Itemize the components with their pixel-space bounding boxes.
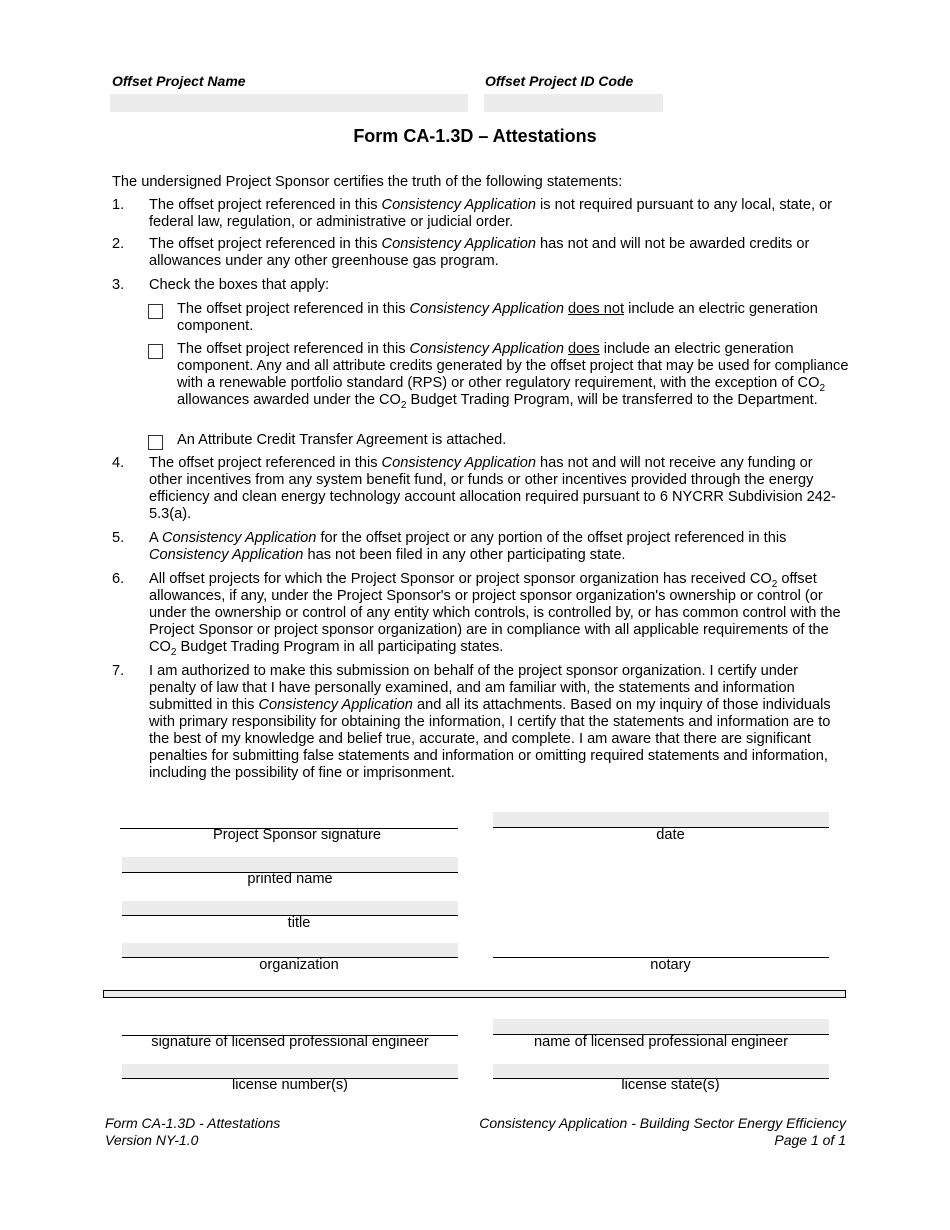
statement-1: The offset project referenced in this Consistency Application is not required pursuant to any local, state, or federal law, regulation, or administrative or judicial order.	[149, 197, 833, 230]
footer-application: Consistency Application - Building Sector Energy Efficiency	[479, 1115, 846, 1131]
license-number-field[interactable]	[122, 1064, 458, 1078]
footer-right	[479, 1115, 846, 1149]
item-number-4: 4.	[112, 455, 125, 471]
item-number-2: 2.	[112, 236, 125, 252]
license-state-field[interactable]	[493, 1064, 829, 1078]
item-number-5: 5.	[112, 530, 125, 546]
item-number-1: 1.	[112, 197, 125, 213]
organization-label: organization	[259, 957, 339, 973]
pe-name-field[interactable]	[493, 1019, 829, 1034]
pe-name-label: name of licensed professional engineer	[534, 1034, 788, 1050]
checkbox-transfer-agreement-label: An Attribute Credit Transfer Agreement is attached.	[177, 432, 507, 448]
section-divider	[103, 990, 846, 998]
statement-5: A Consistency Application for the offset project or any portion of the offset project referenced in this Consistency Application has not been filed in any other participating state.	[149, 530, 787, 563]
item-number-7: 7.	[112, 663, 125, 679]
statement-2: The offset project referenced in this Consistency Application has not and will not be awarded credits or allowances under any other greenhouse gas program.	[149, 236, 810, 269]
project-name-field[interactable]	[110, 94, 468, 112]
notary-label: notary	[650, 957, 691, 973]
intro-text: The undersigned Project Sponsor certifies the truth of the following statements:	[112, 174, 623, 190]
project-id-label: Offset Project ID Code	[485, 73, 634, 89]
statement-4: The offset project referenced in this Consistency Application has not and will not receive any funding or other incentives from any system benefit fund, or funds or other incentives provided through the energy efficiency and clean energy technology account allocation required pursuant to 6 NYCRR Subdivision 242-5.3(a).	[149, 455, 836, 522]
form-title: Form CA-1.3D – Attestations	[353, 126, 597, 146]
license-number-label: license number(s)	[232, 1077, 348, 1093]
item-number-6: 6.	[112, 571, 125, 587]
checkbox-electric-label: The offset project referenced in this Consistency Application does include an electric generation component. Any and all attribute credits generated by the offset project that may be used for compliance with a renewable portfolio standard (RPS) or other regulatory requirement, with the exception of $CO_2$ allowances awarded under the $CO_2$ Budget Trading Program, will be transferred to the Department.	[177, 341, 849, 411]
organization-field[interactable]	[122, 943, 458, 957]
footer-left	[105, 1115, 280, 1149]
item-number-3: 3.	[112, 277, 125, 293]
date-field[interactable]	[493, 812, 829, 827]
title-label: title	[287, 915, 311, 931]
checkbox-electric[interactable]	[148, 344, 163, 359]
checkbox-no-electric-label: The offset project referenced in this Consistency Application does not include an electric generation component.	[177, 301, 818, 334]
license-state-label: license state(s)	[621, 1077, 720, 1093]
title-field[interactable]	[122, 901, 458, 915]
checkbox-no-electric[interactable]	[148, 304, 163, 319]
footer-page-number: Page 1 of 1	[774, 1132, 846, 1148]
printed-name-label: printed name	[247, 871, 333, 887]
footer-version: Version NY-1.0	[105, 1132, 199, 1148]
footer-form-name: Form CA-1.3D - Attestations	[105, 1115, 281, 1131]
statement-6: All offset projects for which the Project Sponsor or project sponsor organization has received $CO_2$ offset allowances, if any, under the Project Sponsor's or project sponsor organization's ownership or control (or under the ownership or control of any entity which controls, is controlled by, or has common control with the Project Sponsor or project sponsor organization) are in compliance with all applicable requirements of the $CO_2$ Budget Trading Program in all participating states.	[149, 571, 841, 658]
project-id-field[interactable]	[484, 94, 663, 112]
pe-signature-label: signature of licensed professional engineer	[151, 1034, 429, 1050]
statement-7: I am authorized to make this submission on behalf of the project sponsor organization. I certify under penalty of law that I have personally examined, and am familiar with, the statements and information submitted in this Consistency Application and all its attachments. Based on my inquiry of those individuals with primary responsibility for obtaining the information, I certify that the statements and information are to the best of my knowledge and belief true, accurate, and complete. I am aware that there are significant penalties for submitting false statements and information or omitting required statements and information, including the possibility of fine or imprisonment.	[149, 663, 831, 781]
project-name-label: Offset Project Name	[112, 73, 246, 89]
sponsor-signature-label: Project Sponsor signature	[213, 827, 381, 843]
statement-3: Check the boxes that apply:	[149, 277, 330, 293]
checkbox-transfer-agreement[interactable]	[148, 435, 163, 450]
printed-name-field[interactable]	[122, 857, 458, 872]
date-label: date	[656, 827, 685, 843]
